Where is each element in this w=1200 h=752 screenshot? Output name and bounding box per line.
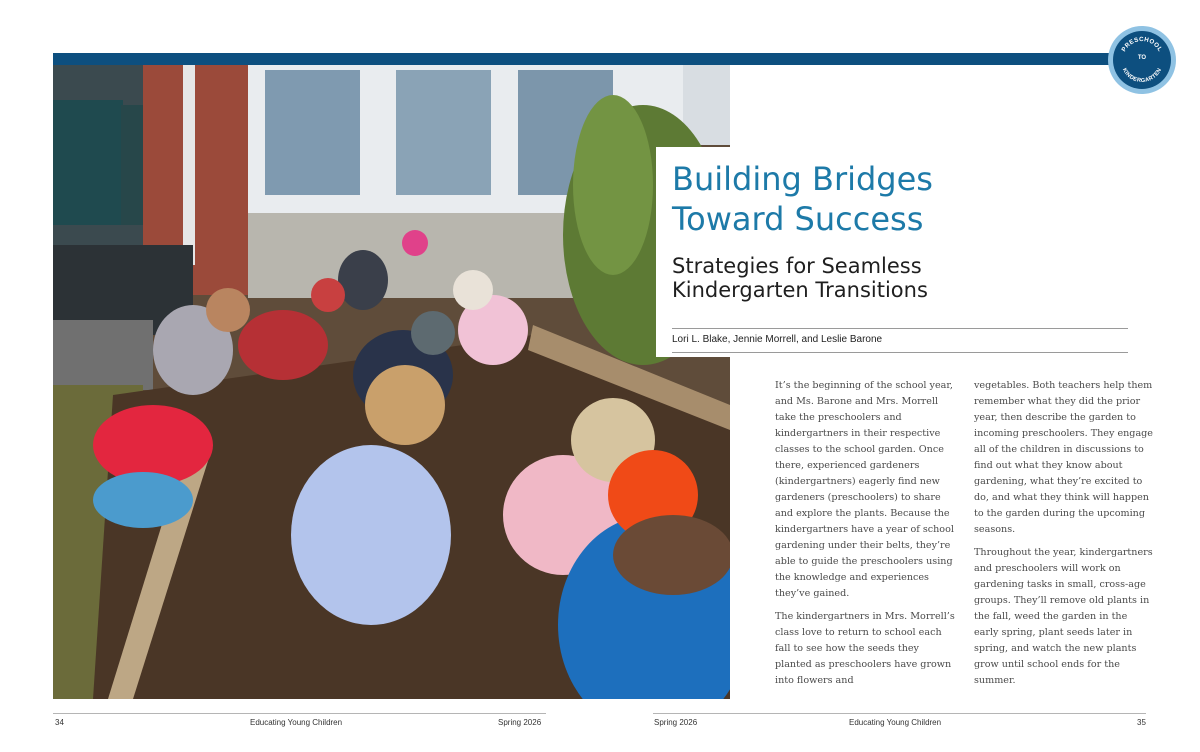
page-number-right: 35 [1137,718,1146,727]
garden-photo [53,65,730,699]
badge-line2: TO [1137,55,1147,61]
title-panel [656,147,1145,357]
top-color-band [53,53,1145,65]
body-column-1 [775,378,955,696]
footer-rule-left [53,713,546,714]
title-line-1: Building Bridges [672,160,933,198]
article-subtitle [672,254,1132,302]
footer-date-right: Spring 2026 [654,718,698,727]
body-paragraph: Throughout the year, kindergartners and preschoolers will work on gardening tasks in small, cross-age groups. They’ll remove old plants in the fall, weed the garden in the early spring, plant seeds later in spring, and watch the new plants grow until school ends for the summer. [974,547,1153,686]
footer-publication-left: Educating Young Children [250,718,343,727]
footer-date-left: Spring 2026 [498,718,542,727]
svg-text:PRESCHOOL [1120,36,1163,53]
body-paragraph: vegetables. Both teachers help them remember what they did the prior year, then describe the garden to incoming preschoolers. They engage all of the children in discussions to find out what they know about gardening, what they’re excited to do, and what they think will happen to the garden during the upcoming seasons. [974,380,1153,535]
author-rule-top [672,328,1128,329]
title-line-2: Toward Success [672,200,924,238]
body-paragraph: The kindergartners in Mrs. Morrell’s class love to return to school each fall to see how the seeds they planted as preschoolers have grown into flowers and [775,611,955,686]
author-byline: Lori L. Blake, Jennie Morrell, and Leslie Barone [672,334,883,345]
badge-line1: PRESCHOOL [1120,35,1164,53]
footer-rule-right [653,713,1146,714]
author-rule-bottom [672,352,1128,353]
subtitle-line-2: Kindergarten Transitions [672,278,928,302]
body-paragraph: It’s the beginning of the school year, and Ms. Barone and Mrs. Morrell take the preschoolers and kindergartners in their respective classes to the school garden. Once there, experienced gardeners (kindergartners) eagerly find new gardeners (preschoolers) to share and explore the plants. Because the kindergartners have a year of school gardening under their belts, they’re able to guide the preschoolers using the knowledge and experiences they’ve gained. [775,380,954,599]
section-badge [1108,26,1176,94]
body-column-2 [974,378,1154,696]
footer-publication-right: Educating Young Children [849,718,942,727]
article-title [672,159,1112,239]
page-number-left: 34 [55,718,64,727]
badge-line3: KINDERGARTEN [1120,67,1164,85]
svg-text:KINDERGARTEN [1121,67,1163,84]
subtitle-line-1: Strategies for Seamless [672,254,922,278]
